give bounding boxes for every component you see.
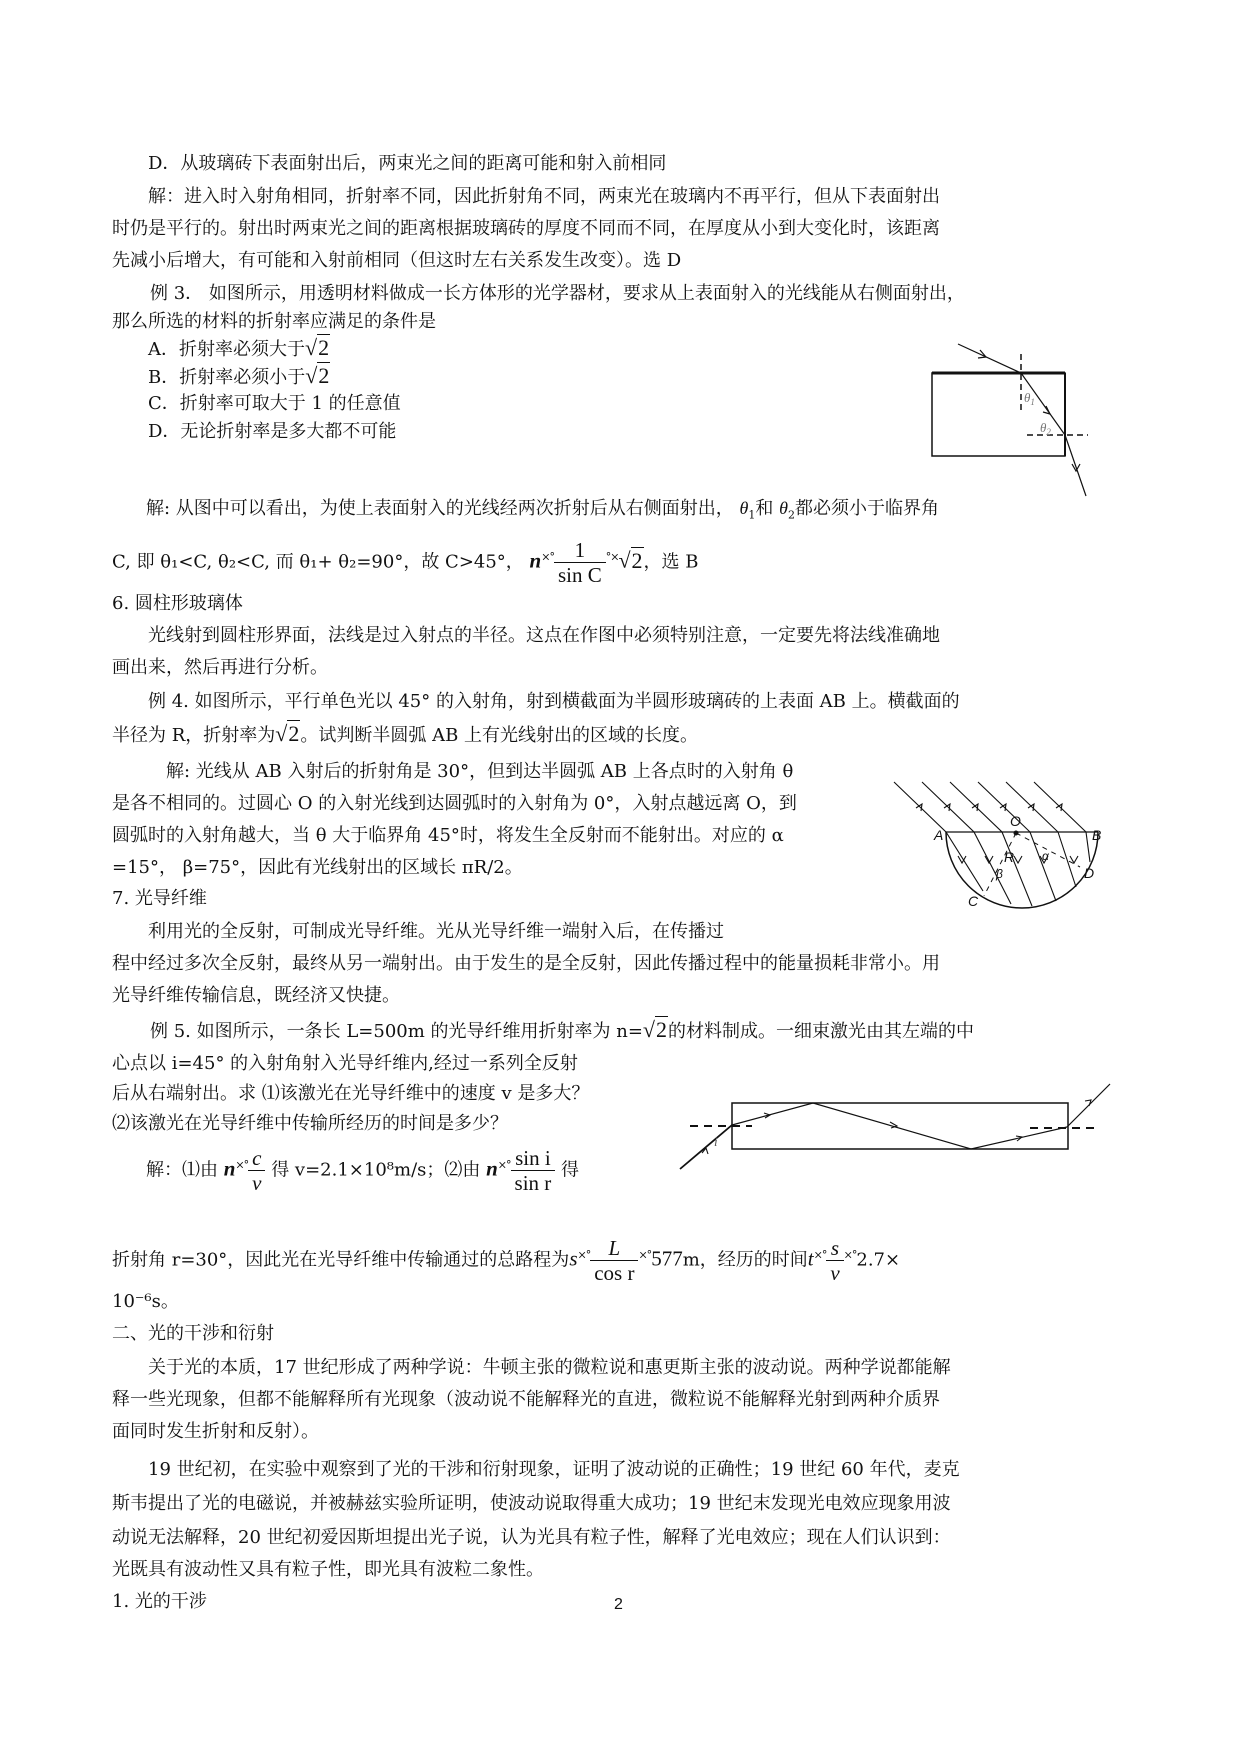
section-7-para-2: 程中经过多次全反射，最终从另一端射出。由于发生的是全反射，因此传播过程中的能量损耗非常小。用 <box>112 953 940 974</box>
incident-rays <box>894 782 1090 906</box>
section-2-para-1-line-1: 关于光的本质，17 世纪形成了两种学说：牛顿主张的微粒说和惠更斯主张的波动说。两种学说都能解 <box>148 1357 951 1378</box>
solution-4-line-1: 解: 光线从 AB 入射后的折射角是 30°，但到达半圆弧 AB 上各点时的入射角 θ <box>166 761 794 782</box>
section-2-heading: 二、光的干涉和衍射 <box>112 1323 274 1344</box>
example-5-line-4: ⑵该激光在光导纤维中传输所经历的时间是多少？ <box>112 1113 508 1134</box>
fraction-sini-over-sinr: $\frac{\text{sin i}}{\text{sin r}}$ <box>511 1146 556 1195</box>
label-D: D <box>1084 865 1095 881</box>
option-c: C．折射率可取大于 1 的任意值 <box>148 393 401 414</box>
label-R: R <box>1004 849 1015 865</box>
reflected-path <box>732 1103 1067 1149</box>
fiber-outline <box>732 1103 1068 1149</box>
solution-4-line-4: =15°， β=75°，因此有光线射出的区域长 πR/2。 <box>112 857 523 878</box>
prism-outline <box>932 373 1065 456</box>
label-theta1: $\theta_1$ <box>1024 390 1035 407</box>
section-6-para-1: 光线射到圆柱形界面，法线是过入射点的半径。这点在作图中必须特别注意，一定要先将法线准确地 <box>148 625 940 646</box>
label-theta2: $\theta_2$ <box>1040 420 1051 437</box>
section-2-para-2-line-3: 动说无法解释，20 世纪初爱因斯坦提出光子说，认为光具有粒子性，解释了光电效应；现在人们认识到： <box>112 1527 951 1548</box>
solution-5-line-1: 解：⑴由 n×° $\frac{c}{v}$ 得 v=2.1×10⁸m/s；⑵由 n×° $\frac{\text{sin i}}{\text{sin r}}$ 得 <box>146 1146 579 1195</box>
sqrt-2: √2 <box>618 547 643 573</box>
label-C: C <box>968 893 979 909</box>
section-7-para-1: 利用光的全反射，可制成光导纤维。光从光导纤维一端射入后，在传播过 <box>148 921 724 942</box>
solution-2-line-3: 先减小后增大，有可能和入射前相同（但这时左右关系发生改变）。选 D <box>112 250 682 271</box>
option-d-prev: D．从玻璃砖下表面射出后，两束光之间的距离可能和射入前相同 <box>148 153 667 174</box>
solution-2-line-2: 时仍是平行的。射出时两束光之间的距离根据玻璃砖的厚度不同而不同，在厚度从小到大变化时，该距离 <box>112 218 940 239</box>
example-4-line-2: 半径为 R，折射率为√2。试判断半圆弧 AB 上有光线射出的区域的长度。 <box>112 721 699 746</box>
section-2-para-1-line-2: 释一些光现象，但都不能解释所有光现象（波动说不能解释光的直进，微粒说不能解释光射到两种介质界 <box>112 1389 940 1410</box>
solution-5-line-2: 折射角 r=30°，因此光在光导纤维中传输通过的总路程为s×° $\frac{L}{\text{cos r}}$ ×°577m，经历的时间t×° $\frac{s}{v}$ ×°2.7× <box>112 1236 901 1285</box>
option-a: A．折射率必须大于√2 <box>148 335 330 360</box>
label-beta: β <box>996 867 1003 881</box>
solution-4-line-2: 是各不相同的。过圆心 O 的入射光线到达圆弧时的入射角为 0°，入射点越远离 O，到 <box>112 793 797 814</box>
sqrt-2: √2 <box>642 1017 667 1042</box>
figure-rectangular-prism <box>900 320 1100 500</box>
label-alpha: α <box>1042 849 1049 863</box>
emergent-ray <box>1067 1084 1110 1127</box>
example-5-line-2: 心点以 i=45° 的入射角射入光导纤维内,经过一系列全反射 <box>112 1053 578 1074</box>
label-A: A <box>934 827 944 843</box>
example-3-line-1: 例 3． 如图所示，用透明材料做成一长方体形的光学器材，要求从上表面射入的光线能从右侧面射出， <box>150 283 965 304</box>
example-4-line-1: 例 4. 如图所示，平行单色光以 45° 的入射角，射到横截面为半圆形玻璃砖的上表面 AB 上。横截面的 <box>148 691 960 712</box>
page-number: 2 <box>614 1596 623 1613</box>
sqrt-2: √2 <box>275 721 300 746</box>
solution-3-line-1: 解: 从图中可以看出，为使上表面射入的光线经两次折射后从右侧面射出， $\theta_1$和 $\theta_2$都必须小于临界角 <box>146 498 939 522</box>
section-2-para-2-line-2: 斯韦提出了光的电磁说，并被赫兹实验所证明，使波动说取得重大成功；19 世纪末发现光电效应现象用波 <box>112 1493 951 1514</box>
subsection-1-heading: 1. 光的干涉 <box>112 1591 207 1612</box>
section-2-para-1-line-3: 面同时发生折射和反射）。 <box>112 1421 319 1442</box>
label-i: i <box>714 1134 718 1149</box>
arrow-icon <box>1043 406 1050 414</box>
section-6-heading: 6. 圆柱形玻璃体 <box>112 593 243 614</box>
example-5-line-3: 后从右端射出。求 ⑴该激光在光导纤维中的速度 v 是多大？ <box>112 1083 590 1104</box>
section-6-para-2: 画出来，然后再进行分析。 <box>112 657 328 678</box>
fraction-s-over-v: $\frac{s}{v}$ <box>826 1236 843 1285</box>
solution-2-line-1: 解：进入时入射角相同，折射率不同，因此折射角不同，两束光在玻璃内不再平行，但从下表面射出 <box>148 186 940 207</box>
label-O: O <box>1010 813 1021 829</box>
incident-ray <box>958 344 1021 373</box>
section-7-para-3: 光导纤维传输信息，既经济又快捷。 <box>112 985 400 1006</box>
figure-semicircle-glass <box>880 760 1120 930</box>
fraction-1-over-sinC: $\frac{1}{\text{sin C}}$ <box>554 538 606 587</box>
fraction-L-over-cosr: $\frac{L}{\text{cos r}}$ <box>590 1236 638 1285</box>
incident-ray <box>680 1125 732 1169</box>
figure-optical-fiber <box>680 1080 1110 1190</box>
section-2-para-2-line-4: 光既具有波动性又具有粒子性，即光具有波粒二象性。 <box>112 1559 544 1580</box>
section-2-para-2-line-1: 19 世纪初，在实验中观察到了光的干涉和衍射现象，证明了波动说的正确性；19 世纪 60 年代，麦克 <box>148 1459 960 1480</box>
option-d: D．无论折射率是多大都不可能 <box>148 421 397 442</box>
option-b: B．折射率必须小于√2 <box>148 363 330 388</box>
solution-5-line-3: 10⁻⁶s。 <box>112 1291 179 1312</box>
label-B: B <box>1092 827 1102 843</box>
emergent-ray <box>1065 435 1086 496</box>
sqrt-2: √2 <box>305 335 330 360</box>
section-7-heading: 7. 光导纤维 <box>112 888 207 909</box>
example-5-line-1: 例 5. 如图所示，一条长 L=500m 的光导纤维用折射率为 n=√2的材料制成。一细束激光由其左端的中 <box>150 1017 974 1042</box>
solution-4-line-3: 圆弧时的入射角越大，当 θ 大于临界角 45°时，将发生全反射而不能射出。对应的 α <box>112 825 784 846</box>
solution-3-line-2: C, 即 θ₁<C, θ₂<C, 而 θ₁+ θ₂=90°，故 C>45°， n×° $\frac{1}{\text{sin C}}$ °×√2，选 B <box>112 538 699 587</box>
fraction-c-over-v: $\frac{c}{v}$ <box>248 1146 265 1195</box>
example-3-line-2: 那么所选的材料的折射率应满足的条件是 <box>112 311 436 332</box>
sqrt-2: √2 <box>305 363 330 388</box>
